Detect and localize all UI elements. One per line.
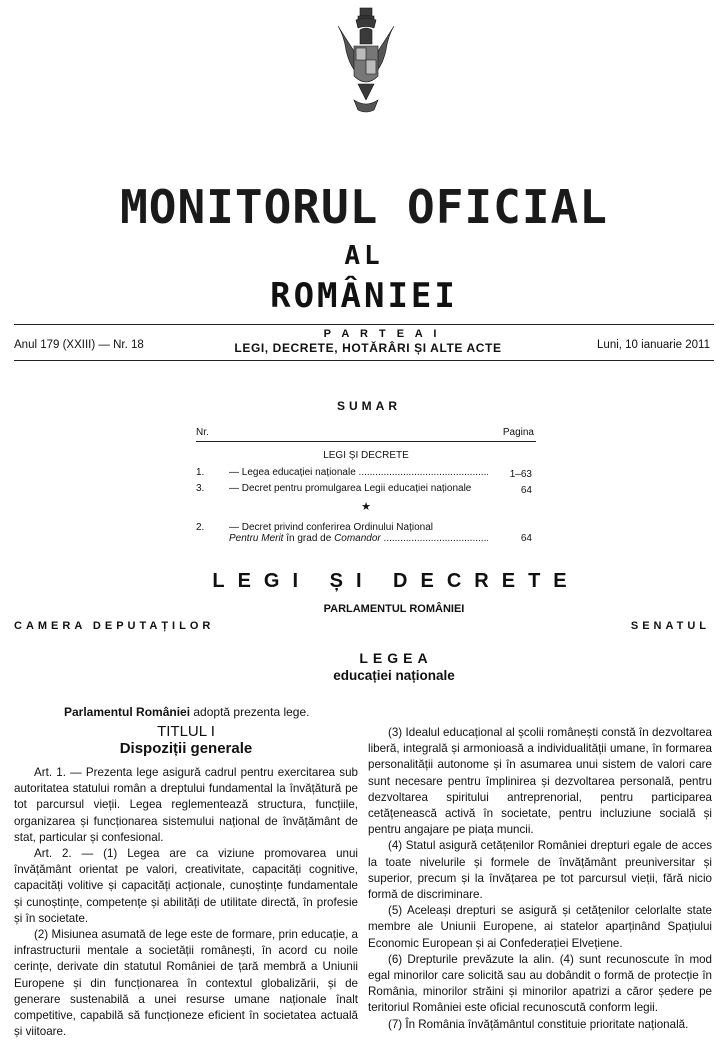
senate-label: SENATUL: [630, 620, 710, 632]
adoption-statement: Parlamentul României adoptă prezenta lege.: [64, 705, 310, 719]
toc-item-order: Pentru Merit: [229, 533, 284, 544]
table-of-contents: [196, 425, 536, 544]
toc-item-page: 64: [520, 533, 532, 544]
paragraph: (3) Idealul educațional al școlii românești constă în dezvoltarea liberă, integrală și armonioasă a individualității umane, în formarea personalității autonome și în asumarea unui sistem de valori care sunt necesare pentru împlinirea și dezvoltarea personală, pentru dezvoltarea spiritului antreprenorial, pentru participarea cetățenească activă în societate, pentru incluziune socială și pentru angajare pe piața muncii.: [368, 726, 712, 837]
paragraph: Art. 1. — Prezenta lege asigură cadrul pentru exercitarea sub autoritatea statului român a dreptului fundamental la învățătură pe tot parcursul vieții. Legea reglementează structura, funcțiile, organizarea și funcționarea sistemului național de învățământ de stat, particular și confesional.: [14, 766, 358, 844]
toc-item-page: 64: [520, 485, 532, 496]
left-column: [14, 765, 358, 1040]
paragraph: (4) Statul asigură cetățenilor României drepturi egale de acces la toate nivelurile și formele de învățământ preuniversitar și superior, precum și la învățarea pe tot parcursul vieții, fără nicio formă de discriminare.: [368, 839, 712, 902]
law-name: educației naționale: [333, 668, 455, 683]
issue-number: Anul 179 (XXIII) — Nr. 18: [14, 339, 144, 351]
right-column: [368, 725, 712, 1033]
toc-col-page: Pagina: [502, 427, 534, 438]
star-separator-icon: ★: [361, 501, 371, 513]
toc-header: [196, 425, 536, 442]
toc-col-nr: Nr.: [196, 427, 209, 438]
law-word: LEGEA: [359, 650, 433, 666]
paragraph: (5) Aceleași drepturi se asigură și cetățenilor celorlalte state membre ale Uniunii Europene, ai statelor aparținând Spațiului Economic European și ai Confederației Elvețiene.: [368, 904, 712, 950]
header-top-rule: [14, 324, 714, 325]
section-heading: LEGI ȘI DECRETE: [212, 570, 580, 592]
masthead-country: ROMÂNIEI: [270, 276, 458, 316]
paragraph: (7) În România învățământul constituie prioritate națională.: [388, 1017, 689, 1031]
toc-item-nr: 1.: [196, 467, 205, 478]
toc-item-text: — Decret pentru promulgarea Legii educației naționale: [229, 483, 472, 494]
part-label: P A R T E A I: [323, 328, 441, 340]
toc-item-text: — Legea educației naționale: [229, 467, 356, 478]
masthead-title: MONITORUL OFICIAL: [120, 180, 608, 234]
toc-category: LEGI ȘI DECRETE: [323, 450, 409, 461]
toc-item-nr: 3.: [196, 483, 205, 494]
summary-title: SUMAR: [337, 399, 401, 413]
toc-item[interactable]: [196, 483, 536, 496]
masthead-al: AL: [344, 241, 384, 271]
parliament-label: PARLAMENTUL ROMÂNIEI: [323, 603, 465, 615]
toc-item-nr: 2.: [196, 522, 205, 533]
header-bottom-rule: [14, 360, 714, 361]
coat-of-arms-icon: [334, 6, 398, 118]
title-number: TITLUL I: [157, 723, 215, 740]
chamber-deputies-label: CAMERA DEPUTAȚILOR: [14, 620, 215, 632]
paragraph: (6) Drepturile prevăzute la alin. (4) sunt recunoscute în mod egal minorilor care solicită sau au dobândit o formă de protecție în România, minorilor străini și minorilor apatrizi a căror ședere pe teritoriul României este oficial recunoscută conform legii.: [368, 952, 712, 1015]
toc-item-rank: Comandor: [334, 533, 381, 544]
toc-item[interactable]: 2. — Decret privind conferirea Ordinului Național Pentru Merit în grad de Comandor ..... 64: [196, 522, 536, 544]
toc-item[interactable]: [196, 467, 536, 480]
paragraph: (2) Misiunea asumată de lege este de formare, prin educație, a infrastructurii mentale a societății românești, în acord cu noile cerințe, derivate din statutul României de țară membră a Uniunii Europene și din funcționarea în contextul globalizării, și de generare sustenabilă a unei resurse umane naționale înalt competitive, capabilă să funcționeze eficient în societatea actuală și viitoare.: [14, 928, 358, 1039]
toc-item-page: 1–63: [509, 469, 532, 480]
issue-date: Luni, 10 ianuarie 2011: [597, 339, 710, 351]
section-title: LEGI, DECRETE, HOTĂRÂRI ȘI ALTE ACTE: [234, 341, 502, 355]
title-name: Dispoziții generale: [119, 740, 253, 757]
toc-item-text: — Decret privind conferirea Ordinului Național: [229, 522, 433, 533]
paragraph: Art. 2. — (1) Legea are ca viziune promovarea unui învățământ orientat pe valori, creativitate, capacități cognitive, capacități volitive și capacități acționale, cunoștințe fundamentale și cunoștințe, competențe și abilități de utilitate directă, în profesie și în societate.: [14, 847, 358, 925]
